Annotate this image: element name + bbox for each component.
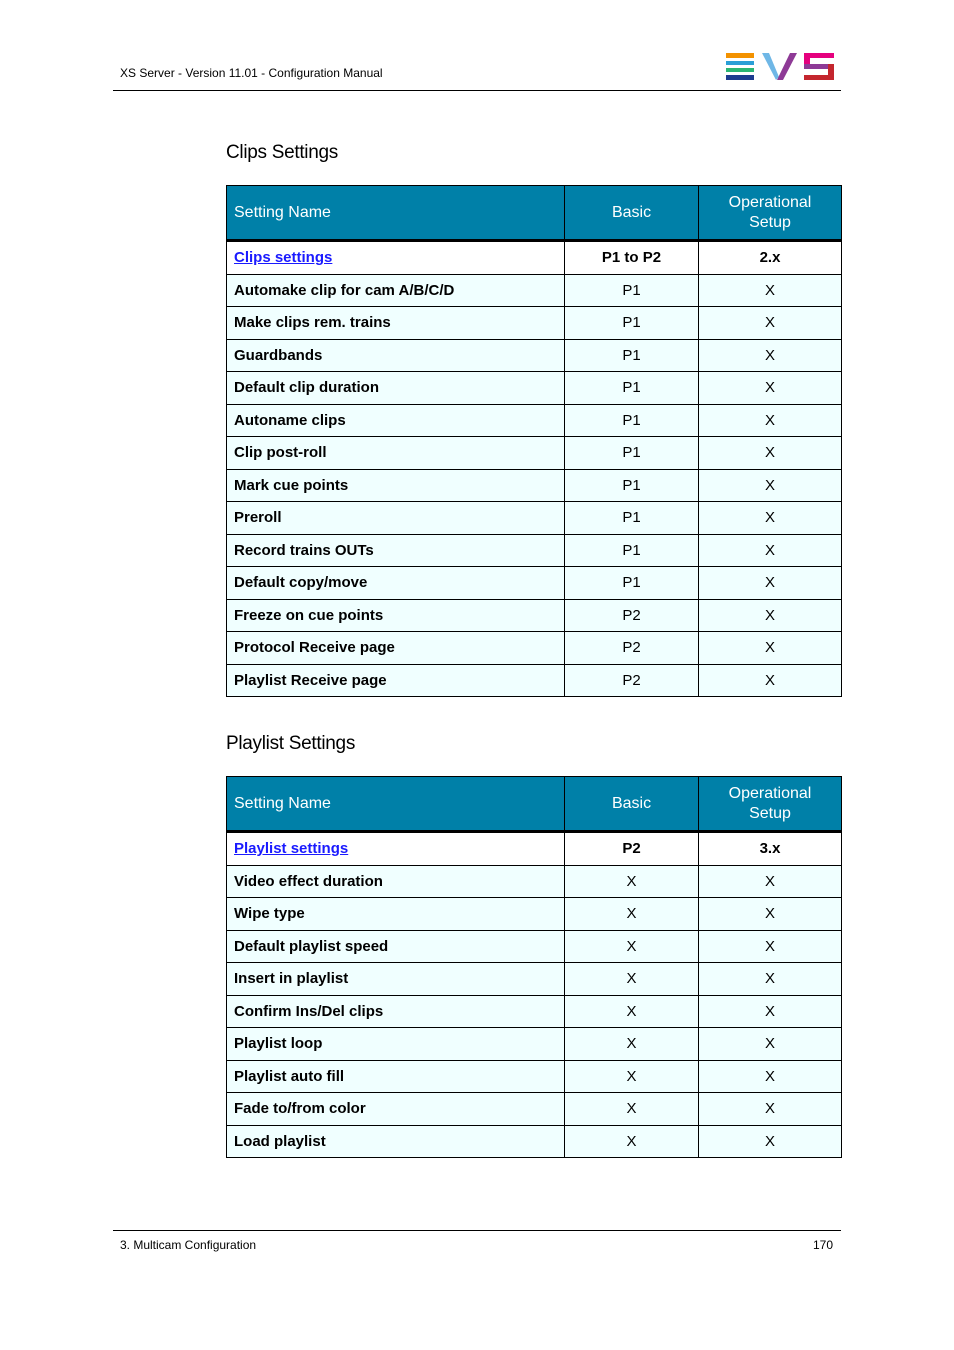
setting-name-cell: Wipe type [227, 898, 565, 931]
basic-value-cell: P2 [565, 832, 699, 866]
operational-value-cell: X [699, 632, 842, 665]
setting-name-cell: Insert in playlist [227, 963, 565, 996]
basic-value-cell: P2 [565, 599, 699, 632]
basic-value-cell: X [565, 898, 699, 931]
footer-chapter: 3. Multicam Configuration [120, 1238, 257, 1252]
basic-value-cell: P1 [565, 404, 699, 437]
operational-value-cell: X [699, 307, 842, 340]
logo-s-part [804, 75, 834, 80]
table-row [227, 534, 842, 567]
evs-logo [726, 53, 834, 81]
setting-name-cell: Video effect duration [227, 865, 565, 898]
column-header-operational-setup: Operational Setup [699, 186, 842, 241]
basic-value-cell: P1 [565, 307, 699, 340]
table-row [227, 567, 842, 600]
basic-value-cell: P1 [565, 534, 699, 567]
table-row [227, 664, 842, 697]
column-header-operational-setup: Operational Setup [699, 777, 842, 832]
playlist-settings-body [227, 832, 842, 1158]
table-row [227, 865, 842, 898]
table-row [227, 930, 842, 963]
logo-bar [726, 68, 754, 72]
table-row [227, 995, 842, 1028]
column-header-basic: Basic [565, 186, 699, 241]
table-row [227, 307, 842, 340]
operational-value-cell: X [699, 995, 842, 1028]
operational-value-cell: 3.x [699, 832, 842, 866]
column-header-setting-name: Setting Name [227, 777, 565, 832]
setting-name-cell: Guardbands [227, 339, 565, 372]
setting-category-link[interactable]: Playlist settings [234, 840, 349, 858]
operational-value-cell: X [699, 865, 842, 898]
operational-value-cell: X [699, 469, 842, 502]
table-row [227, 339, 842, 372]
table-row [227, 1125, 842, 1158]
basic-value-cell: P1 [565, 567, 699, 600]
basic-value-cell: P1 [565, 339, 699, 372]
setting-name-cell: Protocol Receive page [227, 632, 565, 665]
basic-value-cell: X [565, 1093, 699, 1126]
operational-value-cell: X [699, 534, 842, 567]
table-header-row [227, 777, 842, 832]
table-row [227, 404, 842, 437]
table-row [227, 599, 842, 632]
operational-value-cell: X [699, 963, 842, 996]
setting-name-cell: Playlist auto fill [227, 1060, 565, 1093]
table-row [227, 437, 842, 470]
setting-name-cell: Automake clip for cam A/B/C/D [227, 274, 565, 307]
logo-bar [726, 61, 754, 65]
table-row [227, 274, 842, 307]
setting-name-cell: Load playlist [227, 1125, 565, 1158]
column-header-basic: Basic [565, 777, 699, 832]
table-row [227, 1060, 842, 1093]
table-row [227, 1028, 842, 1061]
setting-name-cell: Make clips rem. trains [227, 307, 565, 340]
operational-value-cell: X [699, 339, 842, 372]
setting-name-cell: Playlist loop [227, 1028, 565, 1061]
setting-name-cell: Default playlist speed [227, 930, 565, 963]
setting-name-cell: Playlist Receive page [227, 664, 565, 697]
operational-value-cell: X [699, 1028, 842, 1061]
operational-value-cell: X [699, 898, 842, 931]
basic-value-cell: X [565, 1028, 699, 1061]
operational-value-cell: X [699, 1125, 842, 1158]
basic-value-cell: X [565, 1060, 699, 1093]
setting-name-cell: Freeze on cue points [227, 599, 565, 632]
table-row [227, 241, 842, 275]
operational-value-cell: X [699, 372, 842, 405]
operational-value-cell: X [699, 567, 842, 600]
logo-v-left [762, 53, 779, 80]
basic-value-cell: P1 [565, 469, 699, 502]
table-row [227, 632, 842, 665]
basic-value-cell: P1 to P2 [565, 241, 699, 275]
clips-settings-table [226, 185, 842, 697]
clips-settings-body [227, 241, 842, 697]
basic-value-cell: X [565, 1125, 699, 1158]
clips-settings-heading: Clips Settings [226, 142, 338, 163]
operational-value-cell: X [699, 930, 842, 963]
operational-value-cell: 2.x [699, 241, 842, 275]
basic-value-cell: P2 [565, 632, 699, 665]
setting-name-cell: Confirm Ins/Del clips [227, 995, 565, 1028]
setting-category-link[interactable]: Clips settings [234, 249, 333, 267]
setting-name-cell: Fade to/from color [227, 1093, 565, 1126]
operational-value-cell: X [699, 599, 842, 632]
table-row [227, 898, 842, 931]
operational-value-cell: X [699, 404, 842, 437]
setting-name-cell: Preroll [227, 502, 565, 535]
document-header-title: XS Server - Version 11.01 - Configuration Manual [120, 66, 383, 80]
column-header-setting-name: Setting Name [227, 186, 565, 241]
operational-value-cell: X [699, 502, 842, 535]
footer-divider [113, 1230, 841, 1231]
setting-name-cell: Clip post-roll [227, 437, 565, 470]
setting-name-cell: Default clip duration [227, 372, 565, 405]
basic-value-cell: P1 [565, 372, 699, 405]
table-header-row [227, 186, 842, 241]
table-row [227, 832, 842, 866]
basic-value-cell: P1 [565, 437, 699, 470]
operational-value-cell: X [699, 1093, 842, 1126]
logo-v-right [777, 53, 797, 80]
setting-name-cell: Record trains OUTs [227, 534, 565, 567]
basic-value-cell: X [565, 963, 699, 996]
setting-name-cell: Default copy/move [227, 567, 565, 600]
playlist-settings-table [226, 776, 842, 1158]
operational-value-cell: X [699, 274, 842, 307]
setting-name-cell: Autoname clips [227, 404, 565, 437]
playlist-settings-heading: Playlist Settings [226, 733, 356, 754]
operational-value-cell: X [699, 437, 842, 470]
table-row [227, 963, 842, 996]
basic-value-cell: P1 [565, 502, 699, 535]
operational-value-cell: X [699, 1060, 842, 1093]
table-row [227, 1093, 842, 1126]
setting-category-cell[interactable] [227, 241, 565, 275]
logo-bar [726, 75, 754, 80]
table-row [227, 372, 842, 405]
logo-bar [726, 53, 754, 58]
basic-value-cell: X [565, 930, 699, 963]
header-divider [113, 90, 841, 91]
basic-value-cell: X [565, 865, 699, 898]
basic-value-cell: P1 [565, 274, 699, 307]
basic-value-cell: P2 [565, 664, 699, 697]
operational-value-cell: X [699, 664, 842, 697]
setting-name-cell: Mark cue points [227, 469, 565, 502]
table-row [227, 502, 842, 535]
page-number: 170 [812, 1238, 833, 1252]
basic-value-cell: X [565, 995, 699, 1028]
table-row [227, 469, 842, 502]
setting-category-cell[interactable] [227, 832, 565, 866]
